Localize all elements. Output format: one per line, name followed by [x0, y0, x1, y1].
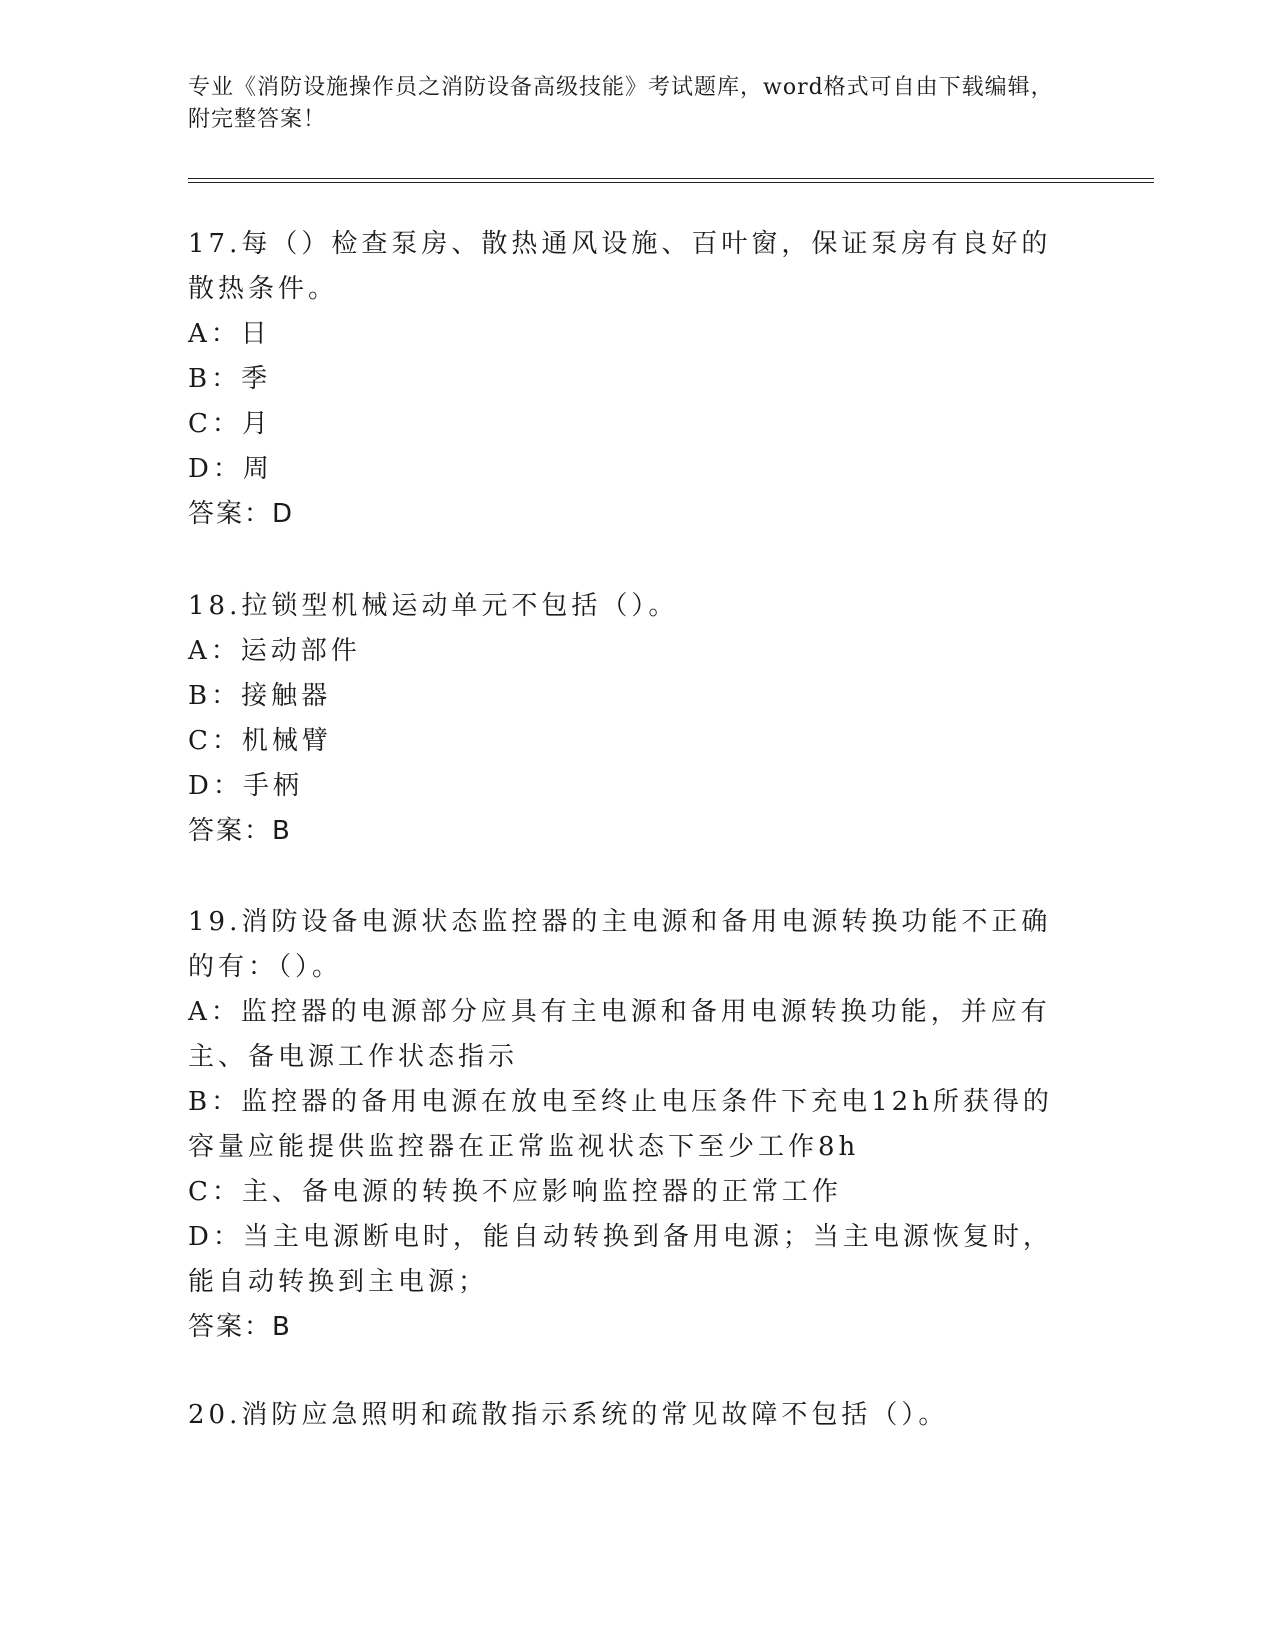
answer-line — [188, 809, 1068, 854]
question-20 — [188, 1393, 1068, 1438]
option-c: C：月 — [188, 409, 272, 439]
question-17 — [188, 222, 1068, 537]
option-b: B：接触器 — [188, 681, 332, 711]
option-c: C：机械臂 — [188, 726, 332, 756]
question-stem: 19.消防设备电源状态监控器的主电源和备用电源转换功能不正确的有：（）。 — [188, 907, 1052, 982]
option-a: A：监控器的电源部分应具有主电源和备用电源转换功能，并应有主、备电源工作状态指示 — [188, 997, 1051, 1072]
question-19 — [188, 900, 1068, 1350]
option-a: A：日 — [188, 319, 271, 349]
answer-line — [188, 492, 1068, 537]
question-stem: 17.每（）检查泵房、散热通风设施、百叶窗，保证泵房有良好的散热条件。 — [188, 229, 1052, 304]
option-d: D：周 — [188, 454, 273, 484]
answer-label: 答案： — [188, 499, 273, 529]
answer-value: D — [272, 499, 295, 529]
answer-label: 答案： — [188, 816, 273, 846]
option-d: D：当主电源断电时，能自动转换到备用电源；当主电源恢复时，能自动转换到主电源； — [188, 1222, 1053, 1297]
question-stem: 18.拉锁型机械运动单元不包括（）。 — [188, 591, 679, 621]
question-18 — [188, 584, 1068, 854]
option-a: A：运动部件 — [188, 636, 361, 666]
document-page — [188, 0, 1068, 1650]
answer-value: B — [272, 1312, 292, 1342]
option-c: C：主、备电源的转换不应影响监控器的正常工作 — [188, 1177, 842, 1207]
answer-line — [188, 1305, 1068, 1350]
header-divider — [188, 178, 1154, 183]
question-stem: 20.消防应急照明和疏散指示系统的常见故障不包括（）。 — [188, 1400, 949, 1430]
answer-value: B — [272, 816, 292, 846]
option-b: B：季 — [188, 364, 272, 394]
document-header: 专业《消防设施操作员之消防设备高级技能》考试题库，word格式可自由下载编辑，附完整答案！ — [188, 75, 1054, 132]
answer-label: 答案： — [188, 1312, 273, 1342]
option-d: D：手柄 — [188, 771, 303, 801]
option-b: B：监控器的备用电源在放电至终止电压条件下充电12h所获得的容量应能提供监控器在正常监视状态下至少工作8h — [188, 1087, 1053, 1162]
